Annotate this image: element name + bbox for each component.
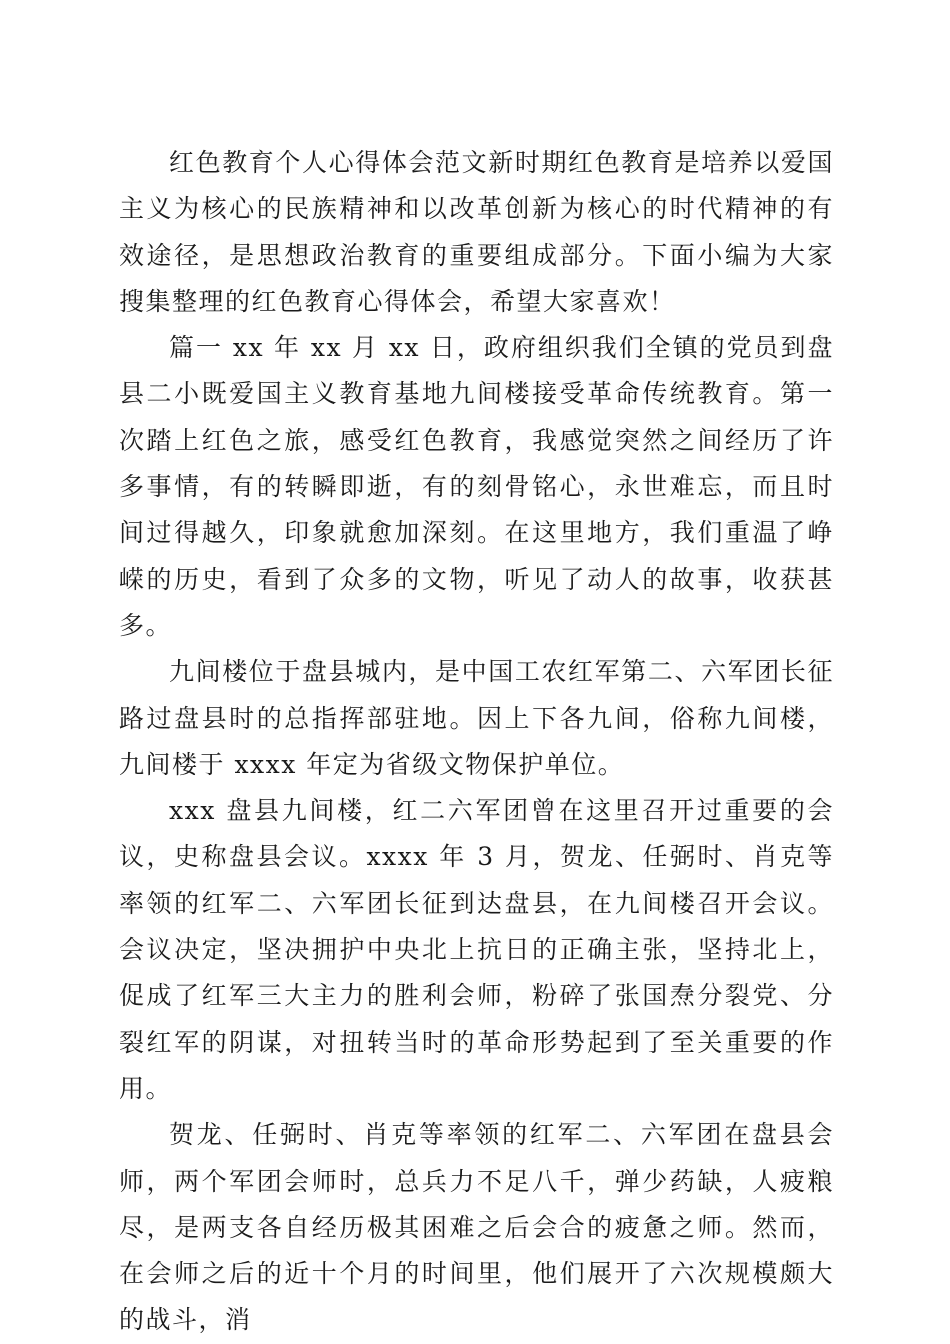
paragraph-jiujianlou: 九间楼位于盘县城内，是中国工农红军第二、六军团长征路过盘县时的总指挥部驻地。因上下各九间，俗称九间楼，九间楼于 xxxx 年定为省级文物保护单位。: [119, 657, 834, 779]
paragraph-reunion: 贺龙、任弼时、肖克等率领的红军二、六军团在盘县会师，两个军团会师时，总兵力不足八千，弹少药缺，人疲粮尽，是两支各自经历极其困难之后会合的疲惫之师。然而，在会师之后的近十个月的时间里，他们展开了六次规模颇大的战斗，消: [119, 1120, 834, 1335]
document-body: [119, 140, 834, 1344]
paragraph-part-one: 篇一 xx 年 xx 月 xx 日，政府组织我们全镇的党员到盘县二小既爱国主义教育基地九间楼接受革命传统教育。第一次踏上红色之旅，感受红色教育，我感觉突然之间经历了许多事情，有的转瞬即逝，有的刻骨铭心，永世难忘，而且时间过得越久，印象就愈加深刻。在这里地方，我们重温了峥嵘的历史，看到了众多的文物，听见了动人的故事，收获甚多。: [119, 333, 834, 640]
paragraph-panxian-meeting: xxx 盘县九间楼，红二六军团曾在这里召开过重要的会议，史称盘县会议。xxxx 年 3 月，贺龙、任弼时、肖克等率领的红军二、六军团长征到达盘县，在九间楼召开会议。会议决定，坚决拥护中央北上抗日的正确主张，坚持北上，促成了红军三大主力的胜利会师，粉碎了张国焘分裂党、分裂红军的阴谋，对扭转当时的革命形势起到了至关重要的作用。: [119, 796, 834, 1103]
paragraph-intro: 红色教育个人心得体会范文新时期红色教育是培养以爱国主义为核心的民族精神和以改革创新为核心的时代精神的有效途径，是思想政治教育的重要组成部分。下面小编为大家搜集整理的红色教育心得体会，希望大家喜欢！: [119, 148, 834, 316]
